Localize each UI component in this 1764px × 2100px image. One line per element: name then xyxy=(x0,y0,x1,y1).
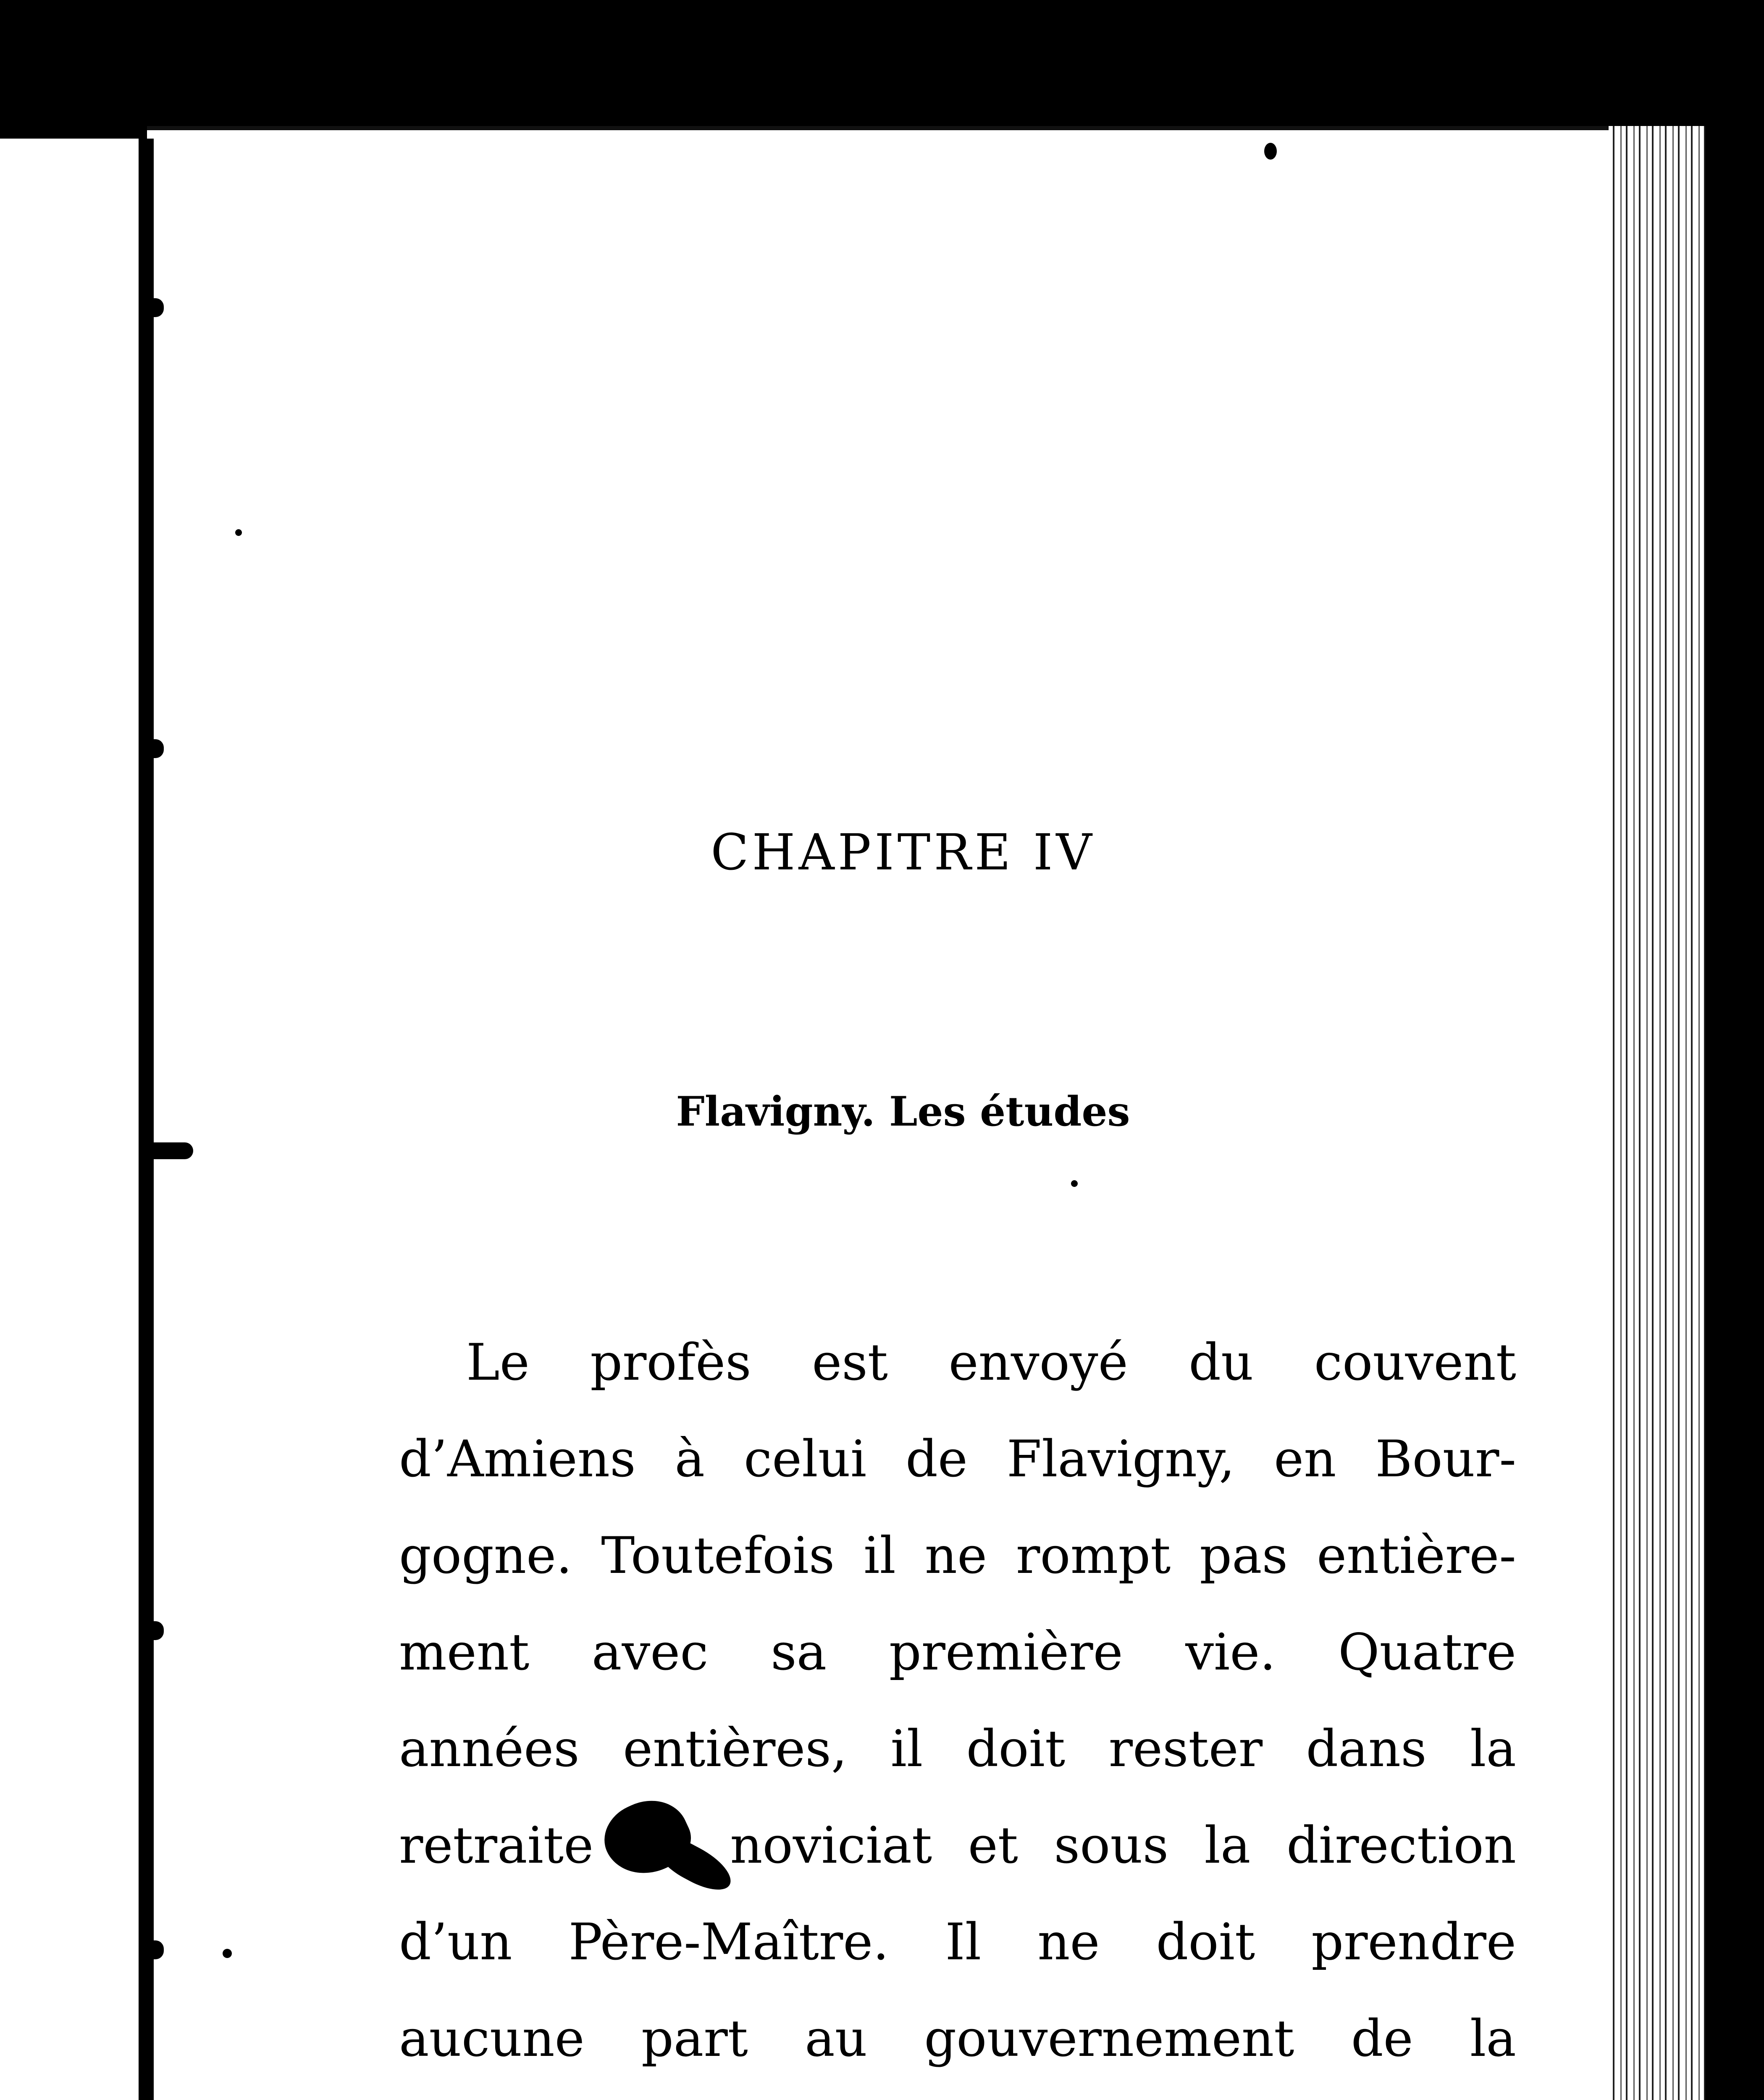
word: ne xyxy=(924,1527,987,1585)
word: sa xyxy=(771,1623,827,1682)
text-line xyxy=(399,1701,1516,1798)
word: noviciat xyxy=(730,1816,932,1875)
word: gogne. xyxy=(399,1527,572,1585)
word: gouvernement xyxy=(924,2010,1294,2068)
binding-stitch-mark xyxy=(143,1940,164,1959)
word: de xyxy=(1351,2010,1413,2068)
word: Père-Maître. xyxy=(568,1913,889,1971)
binding-stitch-mark xyxy=(143,1142,193,1159)
word: doit xyxy=(966,1720,1066,1778)
text-line xyxy=(399,1991,1516,2087)
ink-speck xyxy=(1264,143,1277,160)
word: il xyxy=(864,1527,896,1585)
word: dans xyxy=(1306,1720,1427,1778)
word: doit xyxy=(1156,1913,1255,1971)
word: prendre xyxy=(1311,1913,1516,1971)
word: ne xyxy=(1037,1913,1100,1971)
word: années xyxy=(399,1720,580,1778)
word: d’un xyxy=(399,1913,512,1971)
word: celui xyxy=(743,1430,867,1488)
word: à xyxy=(675,1430,705,1488)
text-line xyxy=(399,1798,1516,1894)
binding-stitch-mark xyxy=(143,739,164,758)
word: Bour- xyxy=(1375,1430,1516,1488)
text-line xyxy=(399,1315,1516,1411)
page-top-edge xyxy=(147,126,1659,146)
text-line xyxy=(399,1894,1516,1991)
chapter-subtitle: Flavigny. Les études xyxy=(676,1088,1130,1135)
word: rompt xyxy=(1016,1527,1171,1585)
word: il xyxy=(890,1720,923,1778)
word: la xyxy=(1470,2010,1516,2068)
word: rester xyxy=(1108,1720,1263,1778)
word: sous xyxy=(1054,1816,1169,1875)
word: la xyxy=(1204,1816,1251,1875)
page-stack-edge xyxy=(1609,126,1705,2100)
text-line xyxy=(399,1604,1516,1701)
word: du xyxy=(1189,1334,1254,1392)
binding-stitch-mark xyxy=(143,1621,164,1640)
word: Toutefois xyxy=(601,1527,835,1585)
word: en xyxy=(1274,1430,1336,1488)
word: vie. xyxy=(1185,1623,1276,1682)
text-line xyxy=(399,1411,1516,1508)
word: et xyxy=(968,1816,1018,1875)
word: la xyxy=(1470,1720,1516,1778)
word: part xyxy=(641,2010,748,2068)
body-paragraph xyxy=(399,1315,1516,2087)
word: Il xyxy=(945,1913,982,1971)
word: de xyxy=(906,1430,968,1488)
word: retraite xyxy=(399,1816,594,1875)
word: d’Amiens xyxy=(399,1430,636,1488)
word: est xyxy=(812,1334,888,1392)
word: couvent xyxy=(1314,1334,1516,1392)
word: entière- xyxy=(1317,1527,1516,1585)
chapter-title: CHAPITRE IV xyxy=(711,823,1095,881)
word: envoyé xyxy=(948,1334,1128,1392)
word: pas xyxy=(1200,1527,1288,1585)
word: Le xyxy=(466,1334,530,1392)
word: au xyxy=(805,2010,868,2068)
word: première xyxy=(889,1623,1123,1682)
word: avec xyxy=(591,1623,709,1682)
ink-speck xyxy=(235,529,242,536)
binding-stitch-mark xyxy=(143,298,164,317)
word: direction xyxy=(1286,1816,1516,1875)
word: entières, xyxy=(623,1720,848,1778)
text-line xyxy=(399,1508,1516,1604)
binding-line xyxy=(139,139,154,2100)
ink-speck xyxy=(223,1949,232,1958)
word: profès xyxy=(590,1334,751,1392)
word: ment xyxy=(399,1623,530,1682)
word: du xyxy=(629,1816,694,1875)
word: Flavigny, xyxy=(1006,1430,1235,1488)
ink-speck xyxy=(1071,1180,1078,1187)
word: aucune xyxy=(399,2010,585,2068)
word: Quatre xyxy=(1338,1623,1516,1682)
